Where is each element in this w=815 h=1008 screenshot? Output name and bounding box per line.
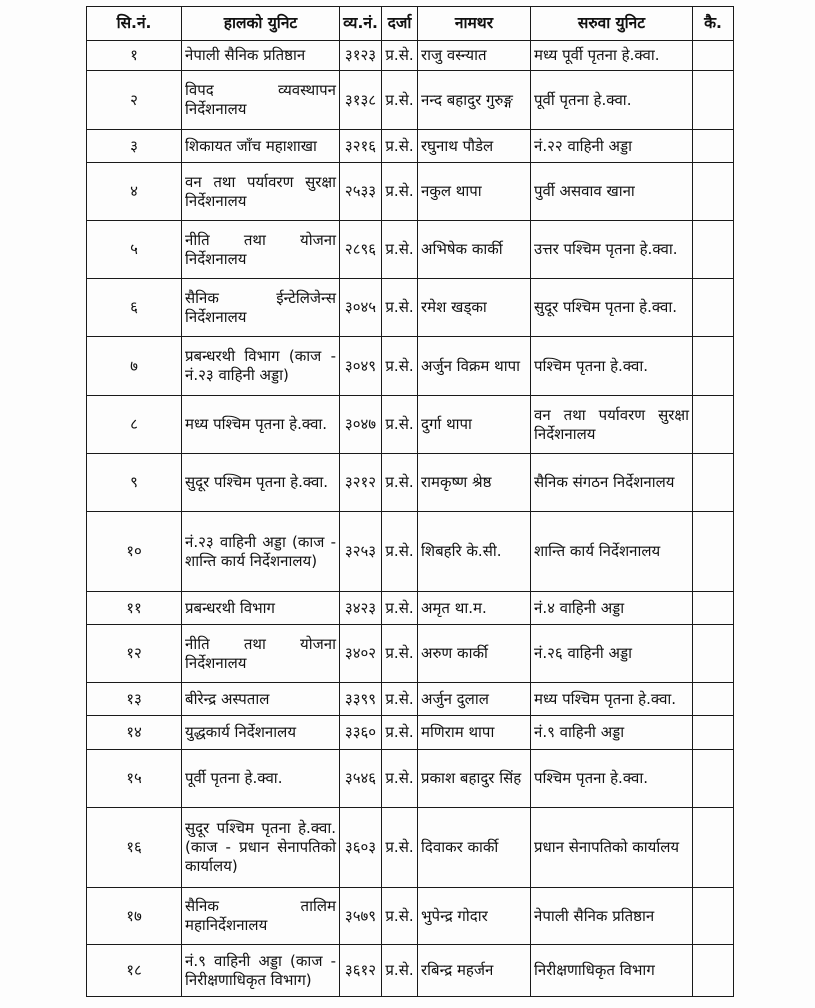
table-row [87,592,734,625]
cell-remarks [693,592,734,625]
cell-name: रघुनाथ पौडेल [418,130,531,163]
header-transfer-unit: सरुवा युनिट [531,7,693,41]
cell-current-unit: नं.९ वाहिनी अड्डा (काज - निरीक्षणाधिकृत विभाग) [182,945,340,997]
cell-serial-no: १४ [87,716,182,750]
cell-remarks [693,41,734,71]
cell-remarks [693,71,734,130]
cell-remarks [693,337,734,396]
cell-name: राजु वस्न्यात [418,41,531,71]
cell-rank: प्र.से. [382,279,418,337]
cell-transfer-unit: निरीक्षणाधिकृत विभाग [531,945,693,997]
cell-remarks [693,808,734,888]
cell-serial-no: १० [87,512,182,592]
cell-personal-no: ३५७९ [340,888,382,945]
cell-name: प्रकाश बहादुर सिंह [418,750,531,808]
cell-name: अमृत था.म. [418,592,531,625]
cell-name: नकुल थापा [418,163,531,221]
cell-serial-no: १६ [87,808,182,888]
cell-serial-no: १३ [87,683,182,716]
table-row [87,512,734,592]
cell-rank: प्र.से. [382,130,418,163]
cell-personal-no: ३३६० [340,716,382,750]
table-row [87,454,734,512]
cell-serial-no: १५ [87,750,182,808]
cell-name: अभिषेक कार्की [418,221,531,279]
cell-rank: प्र.से. [382,625,418,683]
cell-serial-no: १८ [87,945,182,997]
cell-current-unit: युद्धकार्य निर्देशनालय [182,716,340,750]
cell-current-unit: बीरेन्द्र अस्पताल [182,683,340,716]
cell-personal-no: ३०४९ [340,337,382,396]
cell-transfer-unit: सुदूर पश्चिम पृतना हे.क्वा. [531,279,693,337]
cell-current-unit: नं.२३ वाहिनी अड्डा (काज - शान्ति कार्य निर्देशनालय) [182,512,340,592]
cell-remarks [693,163,734,221]
cell-rank: प्र.से. [382,396,418,454]
cell-rank: प्र.से. [382,683,418,716]
cell-rank: प्र.से. [382,512,418,592]
cell-remarks [693,279,734,337]
table-row [87,625,734,683]
cell-serial-no: १२ [87,625,182,683]
table-row [87,130,734,163]
cell-transfer-unit: शान्ति कार्य निर्देशनालय [531,512,693,592]
cell-remarks [693,221,734,279]
cell-remarks [693,130,734,163]
table-row [87,279,734,337]
cell-serial-no: ४ [87,163,182,221]
cell-transfer-unit: नेपाली सैनिक प्रतिष्ठान [531,888,693,945]
cell-name: अर्जुन दुलाल [418,683,531,716]
cell-current-unit: नेपाली सैनिक प्रतिष्ठान [182,41,340,71]
cell-current-unit: सैनिक ईन्टेलिजेन्स निर्देशनालय [182,279,340,337]
cell-name: शिबहरि के.सी. [418,512,531,592]
header-rank: दर्जा [382,7,418,41]
header-current-unit: हालको युनिट [182,7,340,41]
cell-transfer-unit: नं.४ वाहिनी अड्डा [531,592,693,625]
cell-name: भुपेन्द्र गोदार [418,888,531,945]
cell-personal-no: ३२१२ [340,454,382,512]
cell-current-unit: शिकायत जाँच महाशाखा [182,130,340,163]
cell-serial-no: ५ [87,221,182,279]
cell-serial-no: ८ [87,396,182,454]
cell-name: अर्जुन विक्रम थापा [418,337,531,396]
table-row [87,337,734,396]
cell-remarks [693,396,734,454]
cell-personal-no: ३५४६ [340,750,382,808]
header-personal-no: व्य.नं. [340,7,382,41]
cell-transfer-unit: पश्चिम पृतना हे.क्वा. [531,750,693,808]
table-row [87,888,734,945]
cell-current-unit: नीति तथा योजना निर्देशनालय [182,221,340,279]
cell-remarks [693,945,734,997]
table-row [87,750,734,808]
cell-personal-no: ३२५३ [340,512,382,592]
cell-personal-no: ३१३८ [340,71,382,130]
header-row [87,7,734,41]
cell-remarks [693,750,734,808]
cell-rank: प्र.से. [382,716,418,750]
cell-current-unit: प्रबन्धरथी विभाग (काज - नं.२३ वाहिनी अड्डा) [182,337,340,396]
cell-transfer-unit: पश्चिम पृतना हे.क्वा. [531,337,693,396]
cell-rank: प्र.से. [382,592,418,625]
cell-current-unit: सुदूर पश्चिम पृतना हे.क्वा. [182,454,340,512]
cell-rank: प्र.से. [382,71,418,130]
cell-serial-no: ७ [87,337,182,396]
cell-name: दिवाकर कार्की [418,808,531,888]
cell-transfer-unit: पुर्वी असवाव खाना [531,163,693,221]
cell-transfer-unit: वन तथा पर्यावरण सुरक्षा निर्देशनालय [531,396,693,454]
cell-current-unit: प्रबन्धरथी विभाग [182,592,340,625]
cell-personal-no: ३४०२ [340,625,382,683]
table-row [87,71,734,130]
table-row [87,41,734,71]
cell-serial-no: २ [87,71,182,130]
cell-transfer-unit: पूर्वी पृतना हे.क्वा. [531,71,693,130]
cell-rank: प्र.से. [382,945,418,997]
cell-rank: प्र.से. [382,221,418,279]
cell-personal-no: ३६०३ [340,808,382,888]
cell-rank: प्र.से. [382,337,418,396]
cell-personal-no: ३१२३ [340,41,382,71]
cell-transfer-unit: उत्तर पश्चिम पृतना हे.क्वा. [531,221,693,279]
cell-personal-no: ३०४५ [340,279,382,337]
cell-serial-no: १७ [87,888,182,945]
cell-current-unit: सुदूर पश्चिम पृतना हे.क्वा. (काज - प्रधान सेनापतिको कार्यालय) [182,808,340,888]
cell-current-unit: विपद व्यवस्थापन निर्देशनालय [182,71,340,130]
cell-transfer-unit: प्रधान सेनापतिको कार्यालय [531,808,693,888]
cell-name: रमेश खड्का [418,279,531,337]
cell-personal-no: ३६१२ [340,945,382,997]
cell-current-unit: नीति तथा योजना निर्देशनालय [182,625,340,683]
cell-serial-no: ११ [87,592,182,625]
cell-transfer-unit: मध्य पूर्वी पृतना हे.क्वा. [531,41,693,71]
cell-serial-no: १ [87,41,182,71]
cell-serial-no: ६ [87,279,182,337]
cell-rank: प्र.से. [382,454,418,512]
table-row [87,808,734,888]
cell-transfer-unit: मध्य पश्चिम पृतना हे.क्वा. [531,683,693,716]
cell-personal-no: ३२१६ [340,130,382,163]
cell-name: मणिराम थापा [418,716,531,750]
cell-personal-no: ३०४७ [340,396,382,454]
cell-serial-no: ९ [87,454,182,512]
table-row [87,163,734,221]
cell-current-unit: मध्य पश्चिम पृतना हे.क्वा. [182,396,340,454]
cell-name: दुर्गा थापा [418,396,531,454]
cell-name: नन्द बहादुर गुरुङ्ग [418,71,531,130]
cell-serial-no: ३ [87,130,182,163]
cell-transfer-unit: नं.२६ वाहिनी अड्डा [531,625,693,683]
cell-remarks [693,454,734,512]
cell-current-unit: पूर्वी पृतना हे.क्वा. [182,750,340,808]
header-name: नामथर [418,7,531,41]
cell-personal-no: ३४२३ [340,592,382,625]
cell-remarks [693,716,734,750]
cell-name: रबिन्द्र महर्जन [418,945,531,997]
header-remarks: कै. [693,7,734,41]
cell-rank: प्र.से. [382,808,418,888]
cell-name: रामकृष्ण श्रेष्ठ [418,454,531,512]
cell-remarks [693,888,734,945]
table-row [87,683,734,716]
cell-personal-no: २८९६ [340,221,382,279]
cell-personal-no: ३३९९ [340,683,382,716]
cell-remarks [693,683,734,716]
cell-rank: प्र.से. [382,41,418,71]
cell-transfer-unit: नं.९ वाहिनी अड्डा [531,716,693,750]
cell-rank: प्र.से. [382,888,418,945]
table-row [87,221,734,279]
cell-remarks [693,512,734,592]
cell-transfer-unit: नं.२२ वाहिनी अड्डा [531,130,693,163]
cell-current-unit: वन तथा पर्यावरण सुरक्षा निर्देशनालय [182,163,340,221]
cell-rank: प्र.से. [382,163,418,221]
table-row [87,945,734,997]
cell-remarks [693,625,734,683]
header-serial-no: सि.नं. [87,7,182,41]
cell-name: अरुण कार्की [418,625,531,683]
transfer-table [86,6,734,997]
cell-transfer-unit: सैनिक संगठन निर्देशनालय [531,454,693,512]
cell-personal-no: २५३३ [340,163,382,221]
cell-rank: प्र.से. [382,750,418,808]
cell-current-unit: सैनिक तालिम महानिर्देशनालय [182,888,340,945]
table-row [87,716,734,750]
table-row [87,396,734,454]
